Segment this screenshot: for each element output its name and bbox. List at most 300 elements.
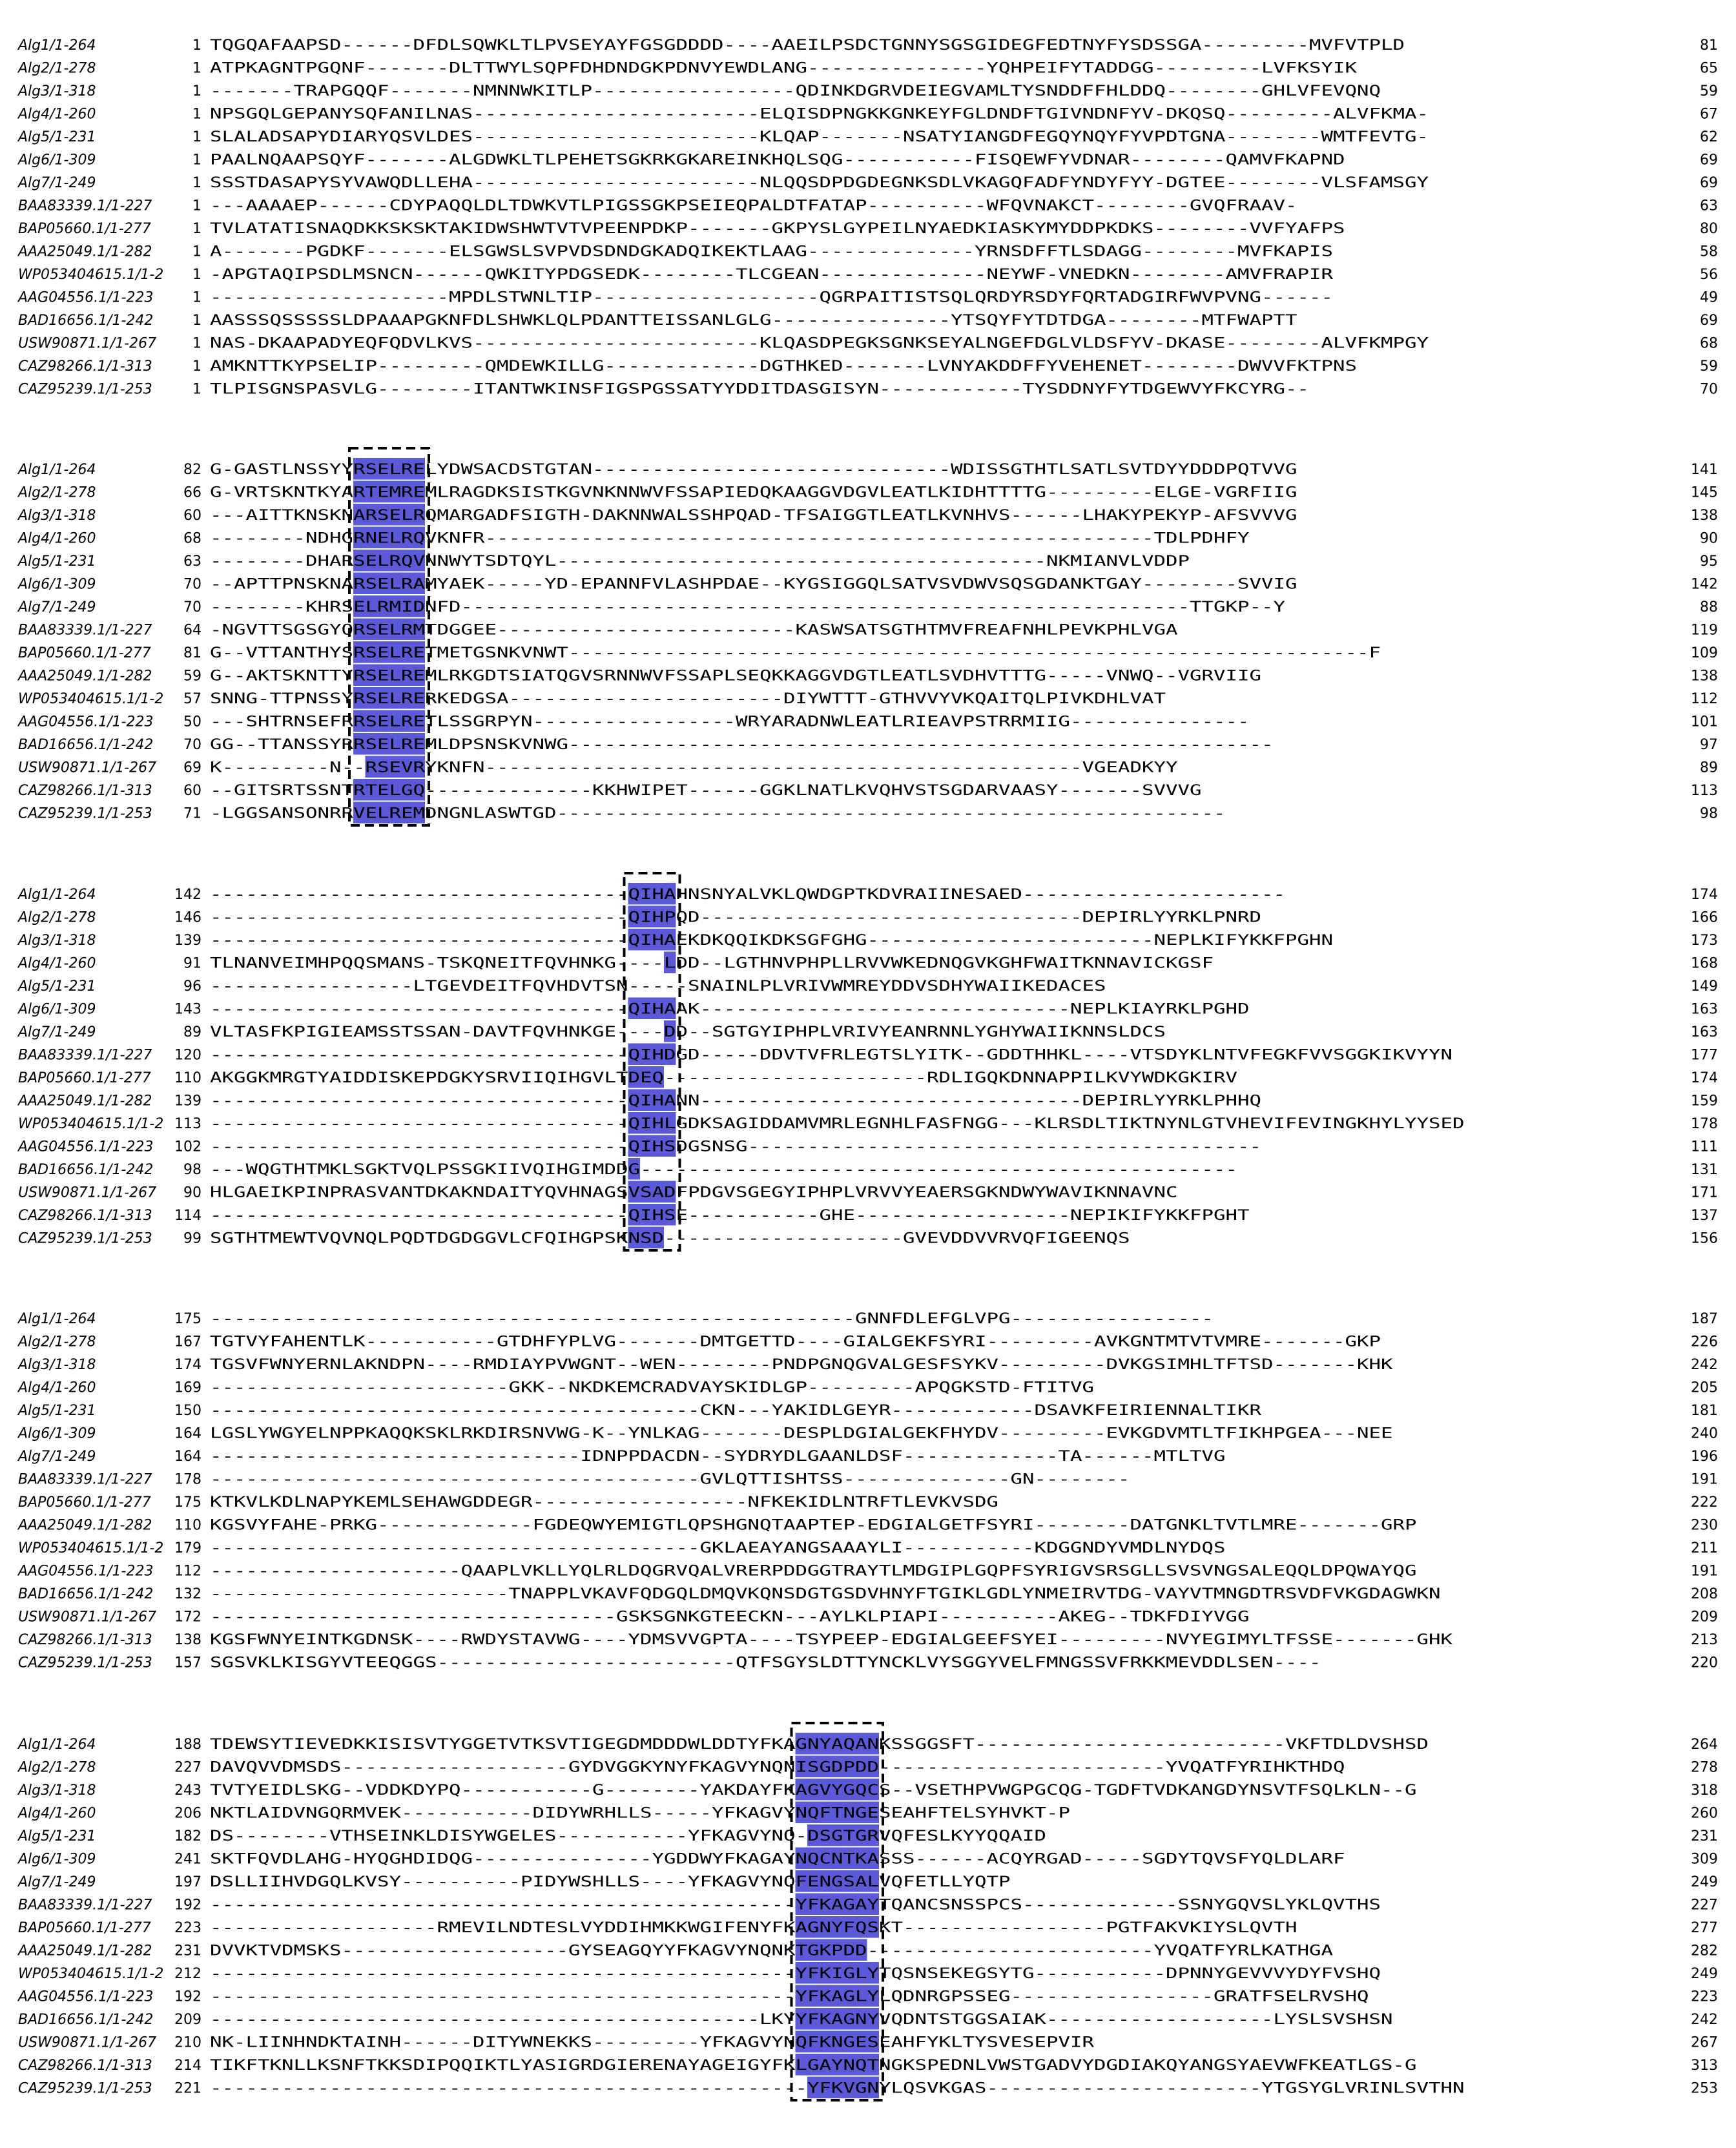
end-position: 231	[1691, 1828, 1718, 1844]
aligned-sequence: -------------------------TNAPPLVKAVFQDGQLDMQVKQNSDGTGSDVHNYFTGIKLGDLYNMEIRVTDG-VAYVTMNGDTRSVDFVKGDAGWKN	[210, 1586, 1441, 1602]
end-position: 205	[1691, 1379, 1718, 1396]
start-position: 182	[174, 1828, 202, 1844]
sequence-name: BAP05660.1/1-277	[18, 1494, 151, 1511]
aligned-sequence: -----------------------------------QIHDGD-----DDVTVFRLEGTSLYITK--GDDTHHKL----VTSDYKLNTVFEGKFVVSGGKIKVYYN	[210, 1047, 1452, 1064]
sequence-name: BAA83339.1/1-227	[18, 198, 152, 214]
alignment-block	[17, 37, 1718, 398]
end-position: 318	[1691, 1782, 1718, 1799]
start-position: 110	[174, 1517, 202, 1534]
sequence-name: Alg2/1-278	[18, 1334, 96, 1350]
end-position: 137	[1691, 1208, 1718, 1224]
start-position: 206	[174, 1805, 202, 1822]
sequence-name: CAZ98266.1/1-313	[18, 358, 152, 375]
end-position: 156	[1691, 1230, 1718, 1247]
aligned-sequence: SNNG-TTPNSSYRSELRERKEDGSA-----------------------DIYWTTT-GTHVVYVKQAITQLPIVKDHLVAT	[210, 691, 1166, 707]
start-position: 63	[183, 553, 202, 570]
end-position: 168	[1691, 955, 1718, 972]
sequence-name: AAA25049.1/1-282	[18, 1093, 152, 1110]
start-position: 132	[174, 1586, 202, 1602]
alignment-block	[17, 1311, 1718, 1671]
aligned-sequence: --------DHARSELRQVNNWYTSDTQYL-----------------------------------------NKMIANVLVDDP	[210, 553, 1190, 570]
sequence-name: USW90871.1/1-267	[18, 335, 157, 352]
end-position: 49	[1700, 289, 1718, 306]
aligned-sequence: -----------------------------------------GKLAEAYANGSAAAYLI-----------KDGGNDYVMDLNYDQS	[210, 1540, 1226, 1556]
aligned-sequence: -------------------------------IDNPPDACDN--SYDRYDLGAANLDSF-------------TA------MTLTVG	[210, 1449, 1226, 1465]
sequence-name: WP053404615.1/1-2	[18, 1116, 164, 1132]
sequence-name: USW90871.1/1-267	[18, 1609, 157, 1626]
sequence-name: Alg5/1-231	[18, 129, 96, 145]
end-position: 171	[1691, 1184, 1718, 1201]
end-position: 253	[1691, 2080, 1718, 2097]
aligned-sequence: DAVQVVDMSDS-------------------GYDVGGKYNYFKAGVYNQNISGDPDD------------------------YVQATFYRIHKTHDQ	[210, 1759, 1345, 1776]
aligned-sequence: TVTYEIDLSKG--VDDKDYPQ-----------G--------YAKDAYFKAGVYGQCS--VSETHPVWGPGCQG-TGDFTVDKANGDYNSVTFSQLKLN--G	[210, 1782, 1417, 1799]
end-position: 109	[1691, 645, 1718, 661]
aligned-sequence: G--VTTANTHYSRSELRETMETGSNKVNWT-------------------------------------------------------------------F	[210, 645, 1381, 661]
sequence-name: AAG04556.1/1-223	[18, 289, 154, 306]
aligned-sequence: --GITSRTSSNTRTELGQ--------------KKHWIPET------GGKLNATLKVQHVSTSGDARVAASY-------SVVVG	[210, 783, 1202, 799]
aligned-sequence: -----------------------------------QIHAAK-------------------------------NEPLKIAYRKLPGHD	[210, 1001, 1250, 1018]
aligned-sequence: --------------------------------------------------YFKVGNYLQSVKGAS-----------------------YTGSYGLVRINLSVTHN	[210, 2080, 1465, 2097]
aligned-sequence: AKGGKMRGTYAIDDISKEPDGKYSRVIIQIHGVLTDEQ----------------------RDLIGQKDNNAPPILKVYWDKGKIRV	[210, 1070, 1237, 1086]
sequence-name: AAG04556.1/1-223	[18, 1139, 154, 1155]
start-position: 1	[192, 175, 202, 191]
aligned-sequence: -----------------LTGEVDEITFQVHDVTSN-----SNAINLPLVRIVWMREYDDVSDHYWAIIKEDACES	[210, 978, 1106, 995]
end-position: 69	[1700, 152, 1718, 169]
end-position: 69	[1700, 175, 1718, 191]
sequence-name: Alg7/1-249	[18, 1024, 96, 1040]
end-position: 242	[1691, 1357, 1718, 1373]
start-position: 59	[183, 668, 202, 685]
end-position: 166	[1691, 909, 1718, 926]
sequence-name: USW90871.1/1-267	[18, 759, 157, 776]
sequence-name: CAZ95239.1/1-253	[18, 2080, 152, 2097]
aligned-sequence: KGSVYFAHE-PRKG-------------FGDEQWYEMIGTLQPSHGNQTAAPTEP-EDGIALGETFSYRI--------DATGNKLTVTLMRE-------GRP	[210, 1517, 1417, 1534]
sequence-name: BAA83339.1/1-227	[18, 622, 152, 639]
start-position: 57	[183, 691, 202, 707]
aligned-sequence: KGSFWNYEINTKGDNSK----RWDYSTAVWG----YDMSVVGPTA----TSYPEEP-EDGIALGEEFSYEI---------NVYEGIMYLTFSSE-------GHK	[210, 1632, 1454, 1648]
end-position: 88	[1700, 599, 1718, 615]
start-position: 89	[183, 1024, 202, 1040]
sequence-name: Alg2/1-278	[18, 484, 96, 501]
alignment-block	[17, 1723, 1718, 2100]
aligned-sequence: -----------------------------------QIHSE-----------GHE------------------NEPIKIFYKKFPGHT	[210, 1208, 1250, 1224]
sequence-name: AAA25049.1/1-282	[18, 668, 152, 685]
sequence-name: Alg6/1-309	[18, 576, 96, 593]
sequence-name: Alg2/1-278	[18, 60, 96, 77]
aligned-sequence: NK-LIINHNDKTAINH------DITYWNEKKS---------YFKAGVYNQFKNGESEAHFYKLTYSVESEPVIR	[210, 2034, 1095, 2051]
sequence-name: Alg4/1-260	[18, 106, 96, 123]
end-position: 191	[1691, 1471, 1718, 1488]
start-position: 138	[174, 1632, 202, 1648]
end-position: 178	[1691, 1116, 1718, 1132]
start-position: 66	[183, 484, 202, 501]
sequence-name: USW90871.1/1-267	[18, 2034, 157, 2051]
end-position: 65	[1700, 60, 1718, 77]
aligned-sequence: A-------PGDKF-------ELSGWSLSVPVDSDNDGKADQIKEKTLAAG--------------YRNSDFFTLSDAGG--------MVFKAPIS	[210, 243, 1333, 260]
aligned-sequence: ATPKAGNTPGQNF-------DLTTWYLSQPFDHDNDGKPDNVYEWDLANG---------------YQHPEIFYTADDGG---------LVFKSYIK	[210, 60, 1358, 77]
end-position: 264	[1691, 1737, 1718, 1753]
sequence-name: Alg5/1-231	[18, 1828, 96, 1844]
end-position: 90	[1700, 530, 1718, 547]
aligned-sequence: G-GASTLNSSYYRSELRELYDWSACDSTGTAN------------------------------WDISSGTHTLSATLSVTDYYDDDPQTVVG	[210, 462, 1297, 478]
end-position: 59	[1700, 83, 1718, 99]
aligned-sequence: SLALADSAPYDIARYQSVLDES------------------------KLQAP-------NSATYIANGDFEGQYNQYFYVPDTGNA--------WMTFEVTG-	[210, 129, 1429, 145]
end-position: 138	[1691, 668, 1718, 685]
start-position: 175	[174, 1311, 202, 1327]
aligned-sequence: ---SHTRNSEFRRSELRETLSSGRPYN-----------------WRYARADNWLEATLRIEAVPSTRRMIIG---------------	[210, 714, 1250, 730]
end-position: 208	[1691, 1586, 1718, 1602]
aligned-sequence: TVLATATISNAQDKKSKSKTAKIDWSHWTVTVPEENPDKP-------GKPYSLGYPEILNYAEDKIASKYMYDDPKDKS--------VVFYAFPS	[210, 221, 1345, 237]
sequence-name: Alg3/1-318	[18, 933, 96, 949]
start-position: 243	[174, 1782, 202, 1799]
aligned-sequence: -----------------------------------QIHSDGSNSG-------------------------------------------	[210, 1139, 1261, 1155]
start-position: 70	[183, 737, 202, 753]
sequence-name: AAG04556.1/1-223	[18, 1563, 154, 1580]
aligned-sequence: TIKFTKNLLKSNFTKKSDIPQQIKTLYASIGRDGIERENAYAGEIGYFKLGAYNQTNGKSPEDNLVWSTGADVYDGDIAKQYANGSYAEVWFKEATLGS-G	[210, 2058, 1417, 2074]
end-position: 181	[1691, 1403, 1718, 1419]
aligned-sequence: -NGVTTSGSGYQRSELRMTDGGEE-------------------------KASWSATSGTHTMVFREAFNHLPEVKPHLVGA	[210, 622, 1178, 639]
sequence-name: Alg2/1-278	[18, 1759, 96, 1776]
end-position: 67	[1700, 106, 1718, 123]
start-position: 1	[192, 289, 202, 306]
end-position: 69	[1700, 313, 1718, 329]
start-position: 98	[183, 1162, 202, 1178]
aligned-sequence: AASSSQSSSSSLDPAAAPGKNFDLSHWKLQLPDANTTEISSANLGLG---------------YTSQYFYTDTDGA--------MTFWAPTT	[210, 313, 1297, 329]
start-position: 1	[192, 106, 202, 123]
end-position: 163	[1691, 1024, 1718, 1040]
alignment-block	[17, 873, 1718, 1250]
start-position: 1	[192, 335, 202, 352]
end-position: 313	[1691, 2058, 1718, 2074]
end-position: 173	[1691, 933, 1718, 949]
start-position: 50	[183, 714, 202, 730]
start-position: 90	[183, 1184, 202, 1201]
start-position: 96	[183, 978, 202, 995]
aligned-sequence: -------------------------------------------------YFKAGLYLQDNRGPSSEG-----------------GRATFSELRVSHQ	[210, 1988, 1369, 2005]
sequence-name: Alg1/1-264	[18, 1311, 96, 1327]
start-position: 221	[174, 2080, 202, 2097]
sequence-name: AAG04556.1/1-223	[18, 1988, 154, 2005]
aligned-sequence: -----------------------------------------GVLQTTISHTSS--------------GN--------	[210, 1471, 1130, 1488]
sequence-name: Alg1/1-264	[18, 462, 96, 478]
aligned-sequence: ----------------------------------------------LKYYFKAGNYVQDNTSTGGSAIAK-------------------LYSLSVSHSN	[210, 2012, 1393, 2028]
aligned-sequence: G--AKTSKNTTYRSELREMLRKGDTSIATQGVSRNNWVFSSAPLSEQKKAGGVDGTLEATLSVDHVTTTG-----VNWQ--VGRVIIG	[210, 668, 1261, 685]
start-position: 99	[183, 1230, 202, 1247]
sequence-name: AAA25049.1/1-282	[18, 243, 152, 260]
end-position: 249	[1691, 1966, 1718, 1982]
sequence-name: CAZ95239.1/1-253	[18, 1655, 152, 1671]
aligned-sequence: -----------------------------------------CKN---YAKIDLGEYR------------DSAVKFEIRIENNALTIKR	[210, 1403, 1263, 1419]
sequence-name: BAD16656.1/1-242	[18, 737, 154, 753]
end-position: 211	[1691, 1540, 1718, 1556]
aligned-sequence: NKTLAIDVNGQRMVEK-----------DIDYWRHLLS-----YFKAGVYNQFTNGESEAHFTELSYHVKT-P	[210, 1805, 1070, 1822]
start-position: 102	[174, 1139, 202, 1155]
start-position: 68	[183, 530, 202, 547]
sequence-name: CAZ98266.1/1-313	[18, 1632, 152, 1648]
sequence-name: Alg4/1-260	[18, 530, 96, 547]
sequence-name: Alg6/1-309	[18, 1851, 96, 1868]
start-position: 70	[183, 576, 202, 593]
start-position: 167	[174, 1334, 202, 1350]
start-position: 1	[192, 358, 202, 375]
start-position: 209	[174, 2012, 202, 2028]
end-position: 70	[1700, 381, 1718, 398]
start-position: 1	[192, 381, 202, 398]
sequence-name: Alg1/1-264	[18, 887, 96, 903]
sequence-name: BAP05660.1/1-277	[18, 1070, 151, 1086]
start-position: 164	[174, 1425, 202, 1442]
start-position: 143	[174, 1001, 202, 1018]
start-position: 150	[174, 1403, 202, 1419]
start-position: 241	[174, 1851, 202, 1868]
aligned-sequence: ------------------------------------------------------GNNFDLEFGLVPG-----------------	[210, 1311, 1214, 1327]
aligned-sequence: DSLLIIHVDGQLKVSY----------PIDYWSHLLS----YFKAGVYNQFENGSALVQFETLLYQTP	[210, 1874, 1011, 1890]
aligned-sequence: TGTVYFAHENTLK-----------GTDHFYPLVG-------DMTGETTD----GIALGEKFSYRI---------AVKGNTMTVTVMRE-------GKP	[210, 1334, 1381, 1350]
start-position: 113	[174, 1116, 202, 1132]
start-position: 157	[174, 1655, 202, 1671]
sequence-name: Alg4/1-260	[18, 955, 96, 972]
start-position: 1	[192, 37, 202, 54]
end-position: 111	[1691, 1139, 1718, 1155]
sequence-name: BAA83339.1/1-227	[18, 1047, 152, 1064]
start-position: 179	[174, 1540, 202, 1556]
sequence-name: BAD16656.1/1-242	[18, 1586, 154, 1602]
aligned-sequence: -----------------------------------QIHPQD--------------------------------DEPIRLYYRKLPNRD	[210, 909, 1261, 926]
sequence-name: Alg7/1-249	[18, 1874, 96, 1890]
end-position: 174	[1691, 1070, 1718, 1086]
start-position: 60	[183, 508, 202, 524]
end-position: 159	[1691, 1093, 1718, 1110]
end-position: 260	[1691, 1805, 1718, 1822]
sequence-name: BAA83339.1/1-227	[18, 1897, 152, 1914]
sequence-name: CAZ98266.1/1-313	[18, 2058, 152, 2074]
alignment-block	[17, 448, 1718, 825]
start-position: 188	[174, 1737, 202, 1753]
aligned-sequence: --------NDHGRNELRQVKNFR--------------------------------------------------------TDLPDHFY	[210, 530, 1250, 547]
aligned-sequence: KTKVLKDLNAPYKEMLSEHAWGDDEGR------------------NFKEKIDLNTRFTLEVKVSDG	[210, 1494, 998, 1511]
sequence-name: Alg4/1-260	[18, 1379, 96, 1396]
start-position: 146	[174, 909, 202, 926]
end-position: 226	[1691, 1334, 1718, 1350]
start-position: 210	[174, 2034, 202, 2051]
end-position: 68	[1700, 335, 1718, 352]
sequence-name: BAA83339.1/1-227	[18, 1471, 152, 1488]
start-position: 175	[174, 1494, 202, 1511]
sequence-name: Alg7/1-249	[18, 1449, 96, 1465]
start-position: 64	[183, 622, 202, 639]
sequence-name: BAP05660.1/1-277	[18, 221, 151, 237]
end-position: 191	[1691, 1563, 1718, 1580]
sequence-name: CAZ98266.1/1-313	[18, 1208, 152, 1224]
aligned-sequence: K---------N--RSEVRYKNFN--------------------------------------------------VGEADKYY	[210, 759, 1178, 776]
end-position: 163	[1691, 1001, 1718, 1018]
sequence-name: BAD16656.1/1-242	[18, 1162, 154, 1178]
start-position: 71	[183, 805, 202, 822]
sequence-name: WP053404615.1/1-2	[18, 1540, 164, 1556]
end-position: 141	[1691, 462, 1718, 478]
start-position: 1	[192, 313, 202, 329]
end-position: 149	[1691, 978, 1718, 995]
end-position: 131	[1691, 1162, 1718, 1178]
aligned-sequence: TDEWSYTIEVEDKKISISVTYGGETVTKSVTIGEGDMDDDWLDDTYFKAGNYAQANKSSGGSFT--------------------------VKFTDLDVSHSD	[210, 1737, 1429, 1753]
end-position: 209	[1691, 1609, 1718, 1626]
start-position: 142	[174, 887, 202, 903]
start-position: 1	[192, 198, 202, 214]
start-position: 81	[183, 645, 202, 661]
end-position: 222	[1691, 1494, 1718, 1511]
start-position: 1	[192, 60, 202, 77]
sequence-name: Alg2/1-278	[18, 909, 96, 926]
sequence-name: WP053404615.1/1-2	[18, 691, 164, 707]
sequence-name: Alg5/1-231	[18, 553, 96, 570]
end-position: 223	[1691, 1988, 1718, 2005]
aligned-sequence: NAS-DKAAPADYEQFQDVLKVS------------------------KLQASDPEGKSGNKSEYALNGEFDGLVLDSFYV-DKASE--------ALVFKMPGY	[210, 335, 1429, 352]
sequence-name: WP053404615.1/1-2	[18, 1966, 164, 1982]
aligned-sequence: -----------------------------------QIHLGDKSAGIDDAMVMRLEGNHLFASFNGG---KLRSDLTIKTNYNLGTVHEVIFEVINGKHYLYYSED	[210, 1116, 1465, 1132]
start-position: 91	[183, 955, 202, 972]
aligned-sequence: TLPISGNSPASVLG--------ITANTWKINSFIGSPGSSATYYDDITDASGISYN------------TYSDDNYFYTDGEWVYFKCYRG--	[210, 381, 1309, 398]
start-position: 1	[192, 129, 202, 145]
sequence-name: Alg6/1-309	[18, 1425, 96, 1442]
aligned-sequence: --------KHRSELRMIDNFD-------------------------------------------------------------TTGKP--Y	[210, 599, 1285, 615]
sequence-name: Alg7/1-249	[18, 175, 96, 191]
start-position: 192	[174, 1897, 202, 1914]
sequence-name: USW90871.1/1-267	[18, 1184, 157, 1201]
end-position: 112	[1691, 691, 1718, 707]
start-position: 1	[192, 267, 202, 283]
sequence-name: AAG04556.1/1-223	[18, 714, 154, 730]
sequence-name: BAP05660.1/1-277	[18, 1920, 151, 1936]
sequence-name: Alg5/1-231	[18, 978, 96, 995]
aligned-sequence: SGSVKLKISGYVTEEQGGS-------------------------QTFSGYSLDTTYNCKLVYSGGYVELFMNGSSVFRKKMEVDDLSEN----	[210, 1655, 1321, 1671]
start-position: 139	[174, 1093, 202, 1110]
aligned-sequence: -LGGSANSONRRVELREMDNGNLASWTGD--------------------------------------------------------	[210, 805, 1226, 822]
start-position: 178	[174, 1471, 202, 1488]
start-position: 227	[174, 1759, 202, 1776]
start-position: 231	[174, 1943, 202, 1959]
aligned-sequence: TQGQAFAAPSD------DFDLSQWKLTLPVSEYAYFGSGDDDD----AAEILPSDCTGNNYSGSGIDEGFEDTNYFYSDSSGA---------MVFVTPLD	[210, 37, 1405, 54]
aligned-sequence: -APGTAQIPSDLMSNCN------QWKITYPDGSEDK--------TLCGEAN--------------NEYWF-VNEDKN--------AMVFRAPIR	[210, 267, 1334, 283]
end-position: 62	[1700, 129, 1718, 145]
end-position: 282	[1691, 1943, 1718, 1959]
start-position: 174	[174, 1357, 202, 1373]
end-position: 95	[1700, 553, 1718, 570]
aligned-sequence: ---AAAAEP------CDYPAQQLDLTDWKVTLPIGSSGKPSEIEQPALDTFATAP----------WFQVNAKCT--------GVQFRAAV-	[210, 198, 1297, 214]
aligned-sequence: NPSGQLGEPANYSQFANILNAS------------------------ELQISDPNGKKGNKEYFGLDNDFTGIVNDNFYV-DKQSQ---------ALVFKMA-	[210, 106, 1429, 123]
start-position: 110	[174, 1070, 202, 1086]
aligned-sequence: GG--TTANSSYRRSELREMLDPSNSKVNWG-----------------------------------------------------------	[210, 737, 1274, 753]
end-position: 119	[1691, 622, 1718, 639]
aligned-sequence: --APTTPNSKNARSELRAMYAEK-----YD-EPANNFVLASHPDAE--KYGSIGGQLSATVSVDWVSQSGDANKTGAY--------SVVIG	[210, 576, 1297, 593]
start-position: 192	[174, 1988, 202, 2005]
aligned-sequence: ----------------------------------GSKSGNKGTEECKN---AYLKLPIAPI----------AKEG--TDKFDIYVGG	[210, 1609, 1250, 1626]
start-position: 139	[174, 933, 202, 949]
end-position: 97	[1700, 737, 1718, 753]
sequence-name: Alg3/1-318	[18, 508, 96, 524]
aligned-sequence: -------------------------------------------------YFKAGAYTQANCSNSSPCS-------------SSNYGQVSLYKLQVTHS	[210, 1897, 1381, 1914]
start-position: 1	[192, 221, 202, 237]
start-position: 214	[174, 2058, 202, 2074]
sequence-name: CAZ95239.1/1-253	[18, 1230, 152, 1247]
end-position: 196	[1691, 1449, 1718, 1465]
sequence-name: BAD16656.1/1-242	[18, 313, 154, 329]
start-position: 1	[192, 83, 202, 99]
end-position: 101	[1691, 714, 1718, 730]
aligned-sequence: -------TRAPGQQF-------NMNNWKITLP-----------------QDINKDGRVDEIEGVAMLTYSNDDFFHLDDQ--------GHLVFEVQNQ	[210, 83, 1381, 99]
end-position: 267	[1691, 2034, 1718, 2051]
aligned-sequence: G-VRTSKNTKYARTEMREMLRAGDKSISTKGVNKNNWVFSSAPIEDQKAAGGVDGVLEATLKIDHTTTTG---------ELGE-VGRFIIG	[210, 484, 1297, 501]
aligned-sequence: TGSVFWNYERNLAKNDPN----RMDIAYPVWGNT--WEN--------PNDPGNQGVALGESFSYKV---------DVKGSIMHLTFTSD-------KHK	[210, 1357, 1394, 1373]
end-position: 174	[1691, 887, 1718, 903]
end-position: 277	[1691, 1920, 1718, 1936]
sequence-name: Alg6/1-309	[18, 152, 96, 169]
sequence-name: Alg5/1-231	[18, 1403, 96, 1419]
end-position: 220	[1691, 1655, 1718, 1671]
aligned-sequence: -----------------------------------QIHANN--------------------------------DEPIRLYYRKLPHHQ	[210, 1093, 1261, 1110]
end-position: 56	[1700, 267, 1718, 283]
aligned-sequence: SKTFQVDLAHG-HYQGHDIDQG---------------YGDDWYFKAGAYNQCNTKASSS------ACQYRGAD-----SGDYTQVSFYQLDLARF	[210, 1851, 1345, 1868]
aligned-sequence: PAALNQAAPSQYF-------ALGDWKLTLPEHETSGKRKGKAREINKHQLSQG-----------FISQEWFYVDNAR--------QAMVFKAPND	[210, 152, 1345, 169]
sequence-name: CAZ95239.1/1-253	[18, 381, 152, 398]
sequence-name: CAZ95239.1/1-253	[18, 805, 152, 822]
end-position: 227	[1691, 1897, 1718, 1914]
aligned-sequence: HLGAEIKPINPRASVANTDKAKNDAITYQVHNAGSVSADFPDGVSGEGYIPHPLVRVVYEAERSGKNDWYWAVIKNNAVNC	[210, 1184, 1178, 1201]
sequence-name: Alg3/1-318	[18, 83, 96, 99]
start-position: 114	[174, 1208, 202, 1224]
end-position: 98	[1700, 805, 1718, 822]
start-position: 197	[174, 1874, 202, 1890]
end-position: 187	[1691, 1311, 1718, 1327]
end-position: 89	[1700, 759, 1718, 776]
sequence-name: Alg3/1-318	[18, 1357, 96, 1373]
aligned-sequence: AMKNTTKYPSELIP---------QMDEWKILLG-------------DGTHKED-------LVNYAKDDFFYVEHENET--------DWVVFKTPNS	[210, 358, 1357, 375]
aligned-sequence: SGTHTMEWTVQVNQLPQDTDGDGGVLCFQIHGPSKNSD--------------------GVEVDDVVRVQFIGEENQS	[210, 1230, 1130, 1247]
end-position: 249	[1691, 1874, 1718, 1890]
end-position: 81	[1700, 37, 1718, 54]
end-position: 80	[1700, 221, 1718, 237]
aligned-sequence: -------------------------GKK--NKDKEMCRADVAYSKIDLGP---------APQGKSTD-FTITVG	[210, 1379, 1094, 1396]
aligned-sequence: ---------------------QAAPLVKLLYQLRLDQGRVQALVRERPDDGGTRAYTLMDGIPLGQPFSYRIGVSRSGLLSVSVNGSALEQQLDPQWAYQG	[210, 1563, 1417, 1580]
sequence-name: WP053404615.1/1-2	[18, 267, 164, 283]
start-position: 70	[183, 599, 202, 615]
sequence-name: Alg1/1-264	[18, 37, 96, 54]
start-position: 212	[174, 1966, 202, 1982]
aligned-sequence: SSSTDASAPYSYVAWQDLLEHA------------------------NLQQSDPDGDEGNKSDLVKAGQFADFYNDYFYY-DGTEE--------VLSFAMSGY	[210, 175, 1429, 191]
end-position: 59	[1700, 358, 1718, 375]
start-position: 60	[183, 783, 202, 799]
aligned-sequence: TLNANVEIMHPQQSMANS-TSKQNEITFQVHNKG----LDD--LGTHNVPHPLLRVVWKEDNQGVKGHFWAITKNNAVICKGSF	[210, 955, 1214, 972]
end-position: 177	[1691, 1047, 1718, 1064]
sequence-name: Alg1/1-264	[18, 1737, 96, 1753]
aligned-sequence: -------------------------------------------------YFKIGLYTQSNSEKEGSYTG-----------DPNNYGEVVVYDYFVSHQ	[210, 1966, 1381, 1982]
aligned-sequence: ---WQGTHTMKLSGKTVQLPSSGKIIVQIHGIMDDG--------------------------------------------------	[210, 1162, 1237, 1178]
aligned-sequence: -------------------RMEVILNDTESLVYDDIHMKKWGIFENYFKAGNYFQSKT-----------------PGTFAKVKIYSLQVTH	[210, 1920, 1297, 1936]
sequence-name: BAP05660.1/1-277	[18, 645, 151, 661]
start-position: 169	[174, 1379, 202, 1396]
aligned-sequence: ---AITTKNSKNARSELRQMARGADFSIGTH-DAKNNWALSSHPQAD-TFSAIGGTLEATLKVNHVS------LHAKYPEKYP-AFSVVVG	[210, 508, 1297, 524]
end-position: 213	[1691, 1632, 1718, 1648]
end-position: 58	[1700, 243, 1718, 260]
sequence-name: Alg4/1-260	[18, 1805, 96, 1822]
aligned-sequence: DVVKTVDMSKS-------------------GYSEAGQYYFKAGVYNQNKTGKPDD------------------------YVQATFYRLKATHGA	[210, 1943, 1333, 1959]
start-position: 69	[183, 759, 202, 776]
aligned-sequence: LGSLYWGYELNPPKAQQKSKLRKDIRSNVWG-K--YNLKAG-------DESPLDGIALGEKFHYDV---------EVKGDVMTLTFIKHPGEA---NEE	[210, 1425, 1393, 1442]
end-position: 142	[1691, 576, 1718, 593]
sequence-name: BAD16656.1/1-242	[18, 2012, 154, 2028]
start-position: 82	[183, 462, 202, 478]
end-position: 240	[1691, 1425, 1718, 1442]
sequence-name: AAA25049.1/1-282	[18, 1517, 152, 1534]
